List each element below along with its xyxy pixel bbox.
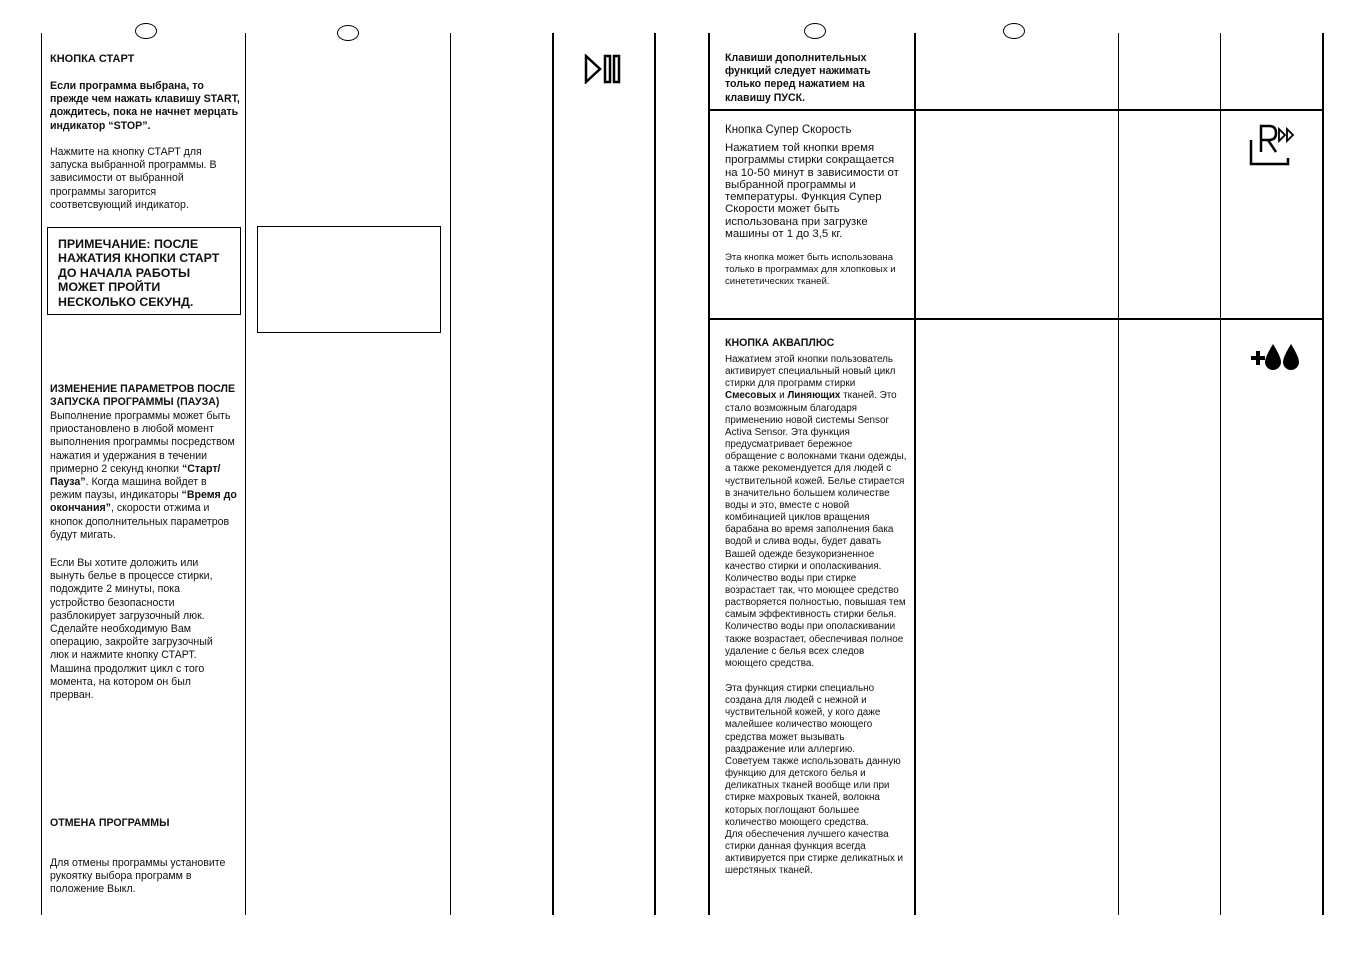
note-text: ПРИМЕЧАНИЕ: ПОСЛЕ НАЖАТИЯ КНОПКИ СТАРТ ДО НАЧАЛА РАБОТЫ МОЖЕТ ПРОЙТИ НЕСКОЛЬКО СЕКУНД. — [58, 237, 220, 309]
column-divider — [1322, 33, 1324, 915]
cancel-title: ОТМЕНА ПРОГРАММЫ — [50, 817, 170, 829]
cancel-text: Для отмены программы установите рукоятку выбора программ в положение Выкл. — [50, 857, 226, 896]
speed-title: Кнопка Супер Скорость — [725, 124, 852, 136]
language-oval-3 — [804, 23, 826, 39]
intro-text: Клавиши дополнительных функций следует нажимать только перед нажатием на клавишу ПУСК. — [725, 52, 871, 104]
start-text: Нажмите на кнопку СТАРТ для запуска выбранной программы. В зависимости от выбранной программы загорится соответсвующий индикатор. — [50, 146, 217, 211]
aqua-text-c: и — [776, 390, 788, 402]
column-divider — [1220, 33, 1221, 915]
rapid-wash-icon — [1248, 122, 1300, 168]
column-divider — [1118, 33, 1119, 915]
column-divider — [708, 33, 710, 915]
row-divider — [709, 318, 1324, 320]
column-divider — [654, 33, 656, 915]
pause-text-c: . Когда машина войдет в режим паузы, индикаторы — [50, 476, 207, 502]
column-divider — [41, 33, 42, 915]
aqua-paragraph-2: Эта функция стирки специально создана для людей с нежной и чуствительной кожей, у кого даже малейшее количество моющего средства может вызывать раздражение или аллергию. — [725, 683, 881, 755]
language-oval-4 — [1003, 23, 1025, 39]
start-bold-text: Если программа выбрана, то прежде чем нажать клавишу START, дождитесь, пока не начнет мерцать индикатор “STOP”. — [50, 80, 240, 132]
speed-text: Нажатием той кнопки время программы стирки сокращается на 10-50 минут в зависимости от выбранной программы и температуры. Функция Супер Скорости может быть использована при загрузке машины от 1 до 3,5 кг. — [725, 142, 899, 241]
aqua-paragraph-1 — [725, 354, 907, 670]
aqua-paragraph-4: Для обеспечения лучшего качества стирки данная функция всегда активируется при стирке деликатных и шерстяных тканей. — [725, 829, 904, 877]
row-divider — [709, 109, 1324, 111]
pause-text-a: Выполнение программы может быть приостановлено в любой момент выполнения программы посредством нажатия и удержания в течении примерно 2 секунд кнопки — [50, 410, 235, 475]
pause-paragraph-2: Если Вы хотите доложить или вынуть белье в процессе стирки, подождите 2 минуты, пока устройство безопасности разблокирует загрузочный люк. Сделайте необходимую Вам операцию, закройте загрузочный люк и нажмите кнопку СТАРТ. Машина продолжит цикл с того момента, на котором он был прерван. — [50, 557, 213, 702]
column-divider — [245, 33, 246, 915]
column-divider — [552, 33, 554, 915]
note-box — [47, 227, 241, 315]
pause-text-d: “Время до окончания” — [50, 489, 237, 515]
start-title: КНОПКА СТАРТ — [50, 53, 135, 65]
column-divider — [450, 33, 451, 915]
pause-paragraph-1 — [50, 410, 240, 542]
language-oval-1 — [135, 23, 157, 39]
language-oval-2 — [337, 25, 359, 41]
speed-small-text: Эта кнопка может быть использована только в программах для хлопковых и синететических тканей. — [725, 252, 896, 288]
aqua-text-a: Нажатием этой кнопки пользователь активирует специальный новый цикл стирки для программ стирки — [725, 354, 896, 390]
start-pause-icon — [584, 54, 622, 84]
aqua-paragraph-3: Советуем также использовать данную функцию для детского белья и деликатных тканей вообще или при стирке махровых тканей, волокна которых поглощают большее количество моющего средства. — [725, 756, 901, 828]
column-divider — [914, 33, 916, 915]
aqua-text-d: Линяющих — [787, 390, 841, 402]
empty-note-box — [257, 226, 441, 333]
aqua-title: КНОПКА АКВАПЛЮС — [725, 337, 835, 349]
aqua-text-e: тканей. Это стало возможным благодаря применению новой системы Sensor Activa Sensor. Эта функция предусматривает бережное обращение с волокнами ткани одежды, а также рекомендуется для людей с чуствительной кожей. Белье стирается в значительно большем количестве воды и это, вместе с новой комбинацией циклов вращения барабана во время заполнения бака водой и слива воды, будет давать Вашей одежде безукоризненное качество стирки и ополаскивания. Количество воды при стирке возрастает так, что моющее средство растворяется полностью, повышая тем самым эффективность стирки белья. Количество воды при ополаскивании также возрастает, обеспечивая полное удаление с белья всех следов моющего средства. — [725, 390, 907, 669]
pause-text-e: , скорости отжима и кнопок дополнительных параметров будут мигать. — [50, 502, 230, 541]
aquaplus-icon — [1250, 342, 1302, 372]
aqua-text-b: Смесовых — [725, 390, 777, 402]
pause-text-b: “Старт/Пауза” — [50, 462, 221, 489]
pause-title: ИЗМЕНЕНИЕ ПАРАМЕТРОВ ПОСЛЕ ЗАПУСКА ПРОГРАММЫ (ПАУЗА) — [50, 383, 236, 409]
